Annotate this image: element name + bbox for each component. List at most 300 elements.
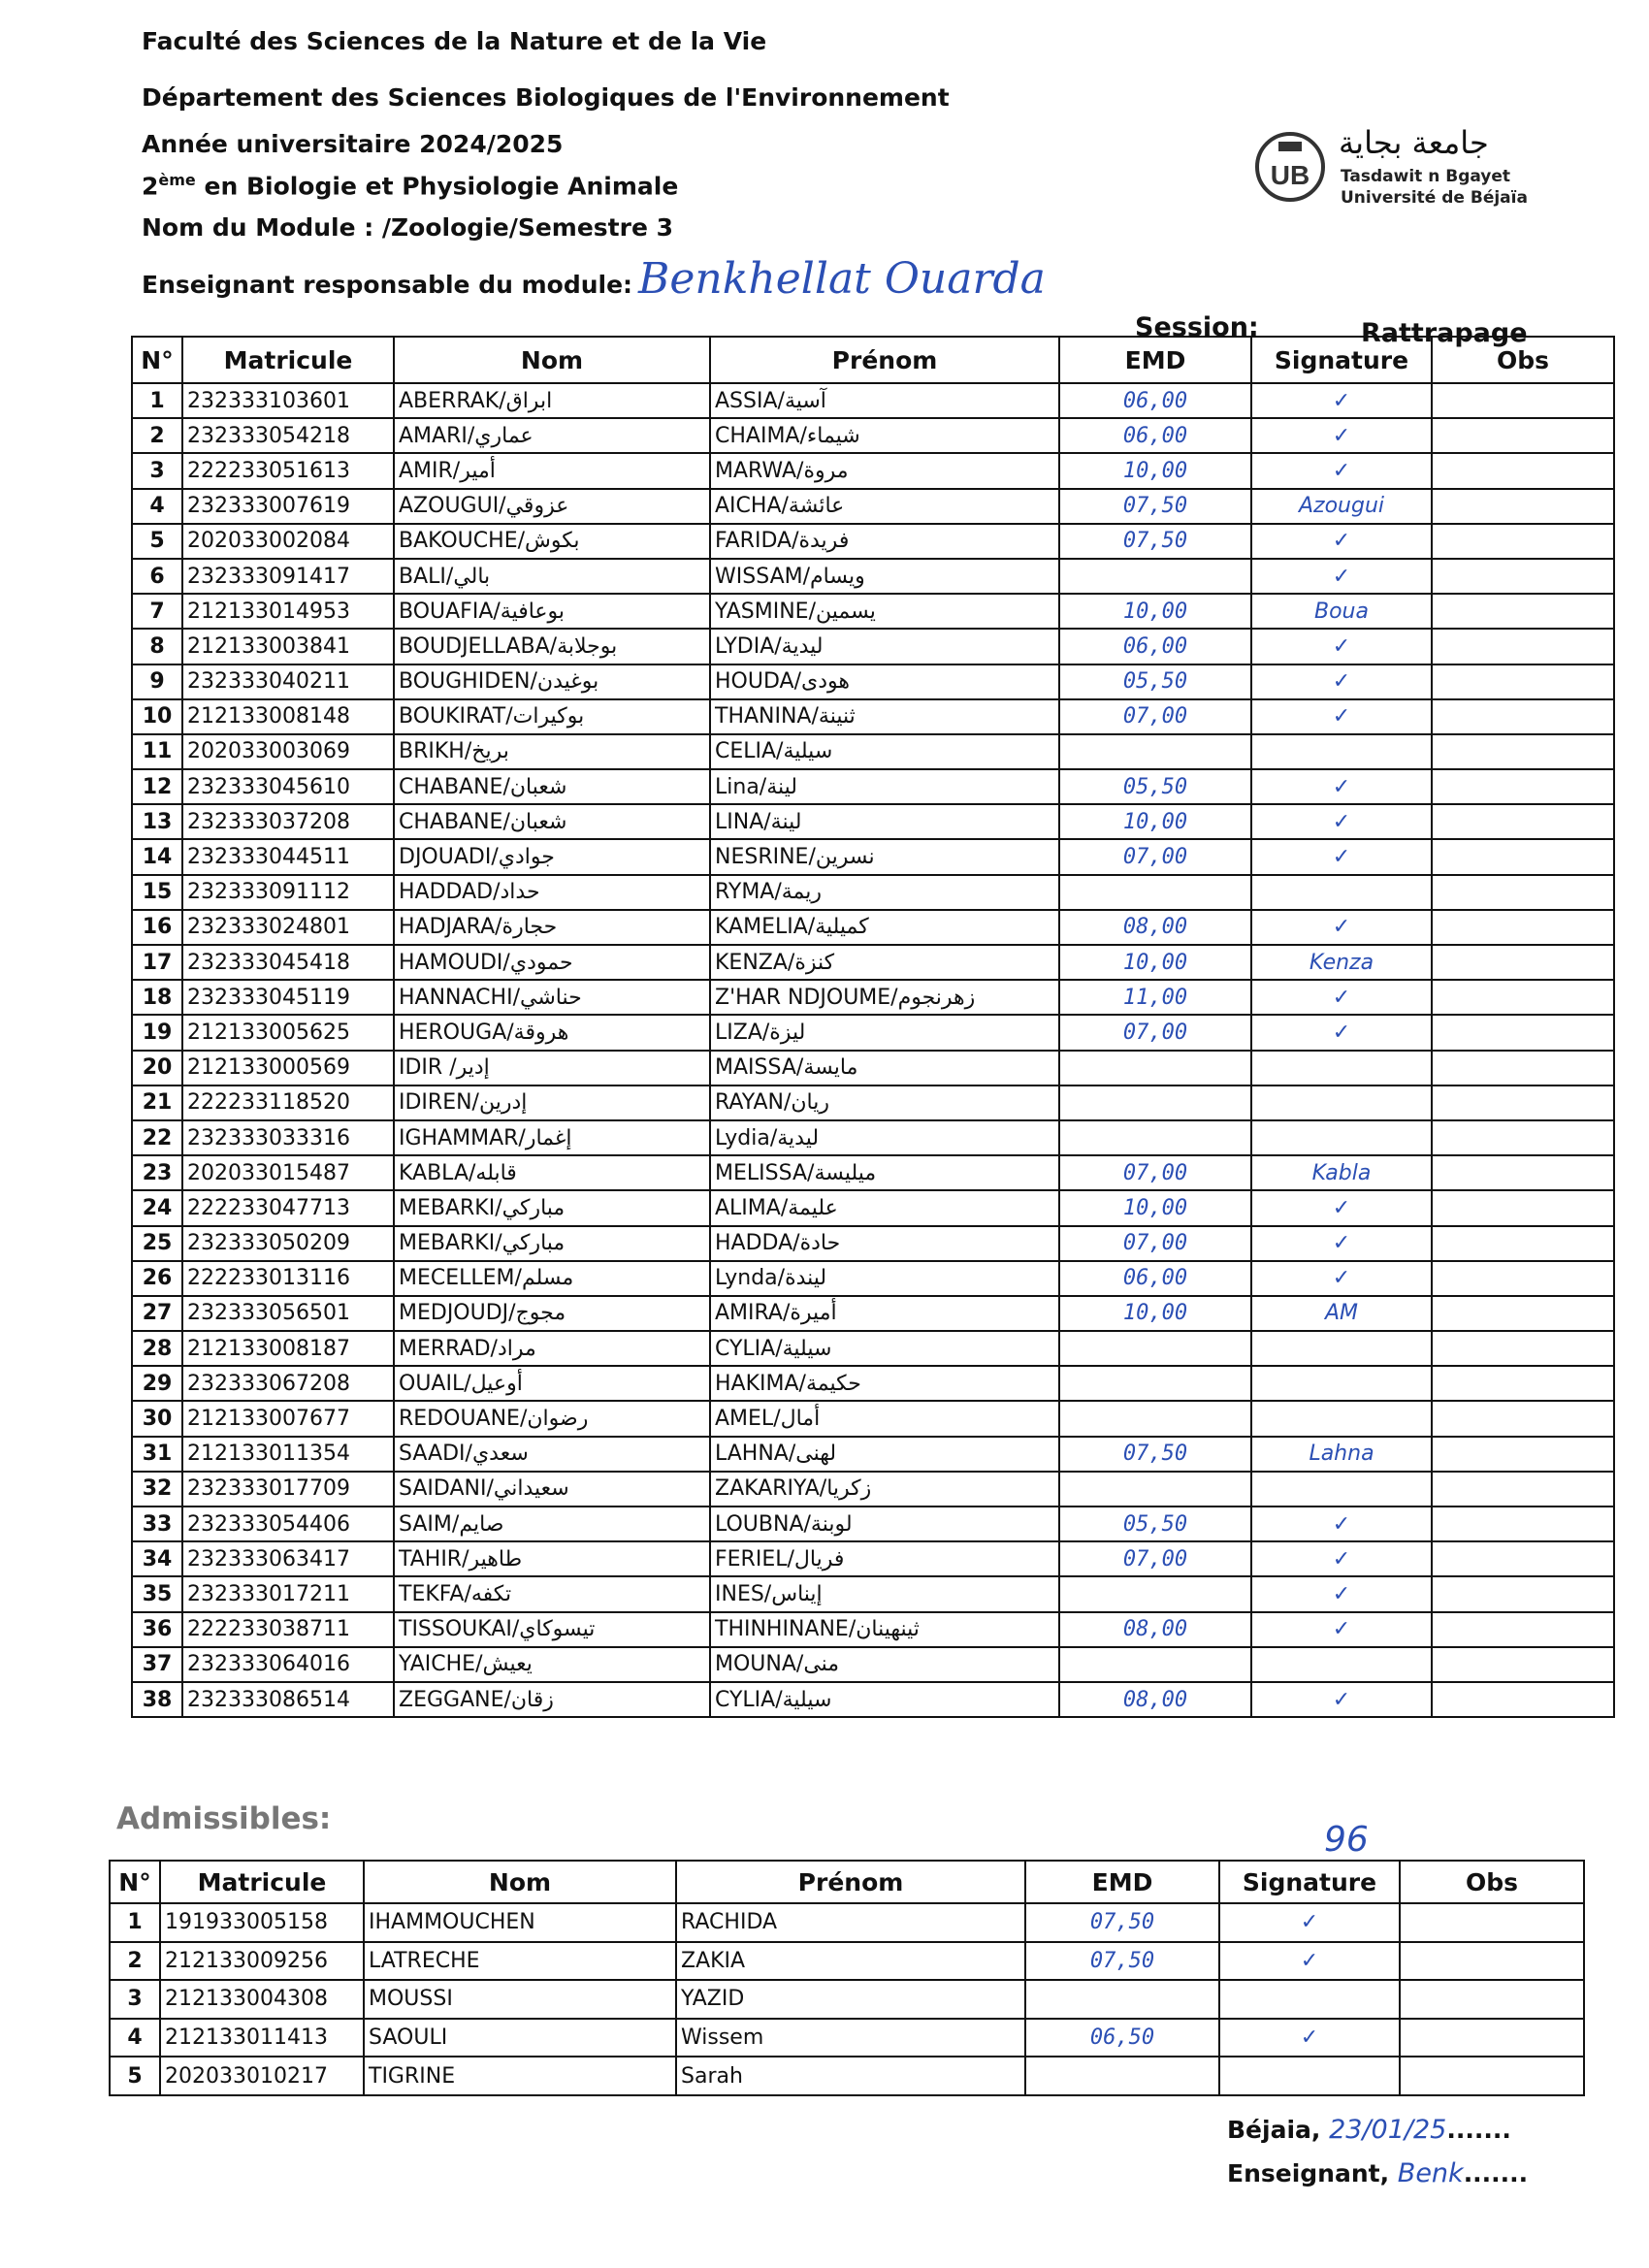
nom-cell: BRIKH/بريخ (394, 734, 710, 769)
row-number: 1 (110, 1903, 160, 1942)
emd-grade-cell: 06,50 (1025, 2019, 1219, 2057)
nom-cell: MECELLEM/مسلم (394, 1261, 710, 1296)
emd-grade-cell: 07,00 (1059, 699, 1251, 734)
signature-cell: ✓ (1251, 453, 1432, 488)
nom-cell: HANNACHI/حناشي (394, 980, 710, 1015)
nom-cell: TAHIR/طاهير (394, 1541, 710, 1576)
matricule-cell: 232333050209 (182, 1226, 394, 1261)
row-number: 4 (110, 2019, 160, 2057)
matricule-cell: 212133007677 (182, 1401, 394, 1436)
logo-arabic-name: جامعة بجاية (1339, 124, 1489, 161)
emd-grade-cell (1059, 734, 1251, 769)
nom-cell: HAMOUDI/حمودي (394, 945, 710, 980)
row-number: 29 (132, 1366, 182, 1401)
row-number: 32 (132, 1472, 182, 1507)
nom-cell: HEROUGA/هروقة (394, 1015, 710, 1050)
matricule-cell: 222233051613 (182, 453, 394, 488)
col-nom: Nom (364, 1861, 676, 1903)
signature-cell: ✓ (1251, 980, 1432, 1015)
admissibles-table-body (110, 1903, 1584, 2095)
matricule-cell: 232333040211 (182, 664, 394, 699)
signature-cell: ✓ (1251, 1261, 1432, 1296)
row-number: 19 (132, 1015, 182, 1050)
emd-grade-cell (1025, 1980, 1219, 2019)
emd-grade-cell (1059, 875, 1251, 910)
nom-cell: SAOULI (364, 2019, 676, 2057)
signature-cell: ✓ (1251, 664, 1432, 699)
teacher-name-handwritten: Benkhellat Ouarda (638, 254, 1046, 304)
emd-grade-cell (1059, 1051, 1251, 1085)
student-row (132, 1612, 1614, 1647)
obs-cell (1432, 1401, 1614, 1436)
emd-grade-cell: 06,00 (1059, 1261, 1251, 1296)
nom-cell: SAIDANI/سعيداني (394, 1472, 710, 1507)
prenom-cell: LINA/لينة (710, 804, 1059, 839)
signature-cell (1219, 1980, 1400, 2019)
obs-cell (1432, 1051, 1614, 1085)
emd-grade-cell: 06,00 (1059, 629, 1251, 664)
signature-cell: ✓ (1251, 699, 1432, 734)
student-row (132, 1472, 1614, 1507)
emd-grade-cell: 07,50 (1059, 524, 1251, 559)
emd-grade-cell: 10,00 (1059, 804, 1251, 839)
emd-grade-cell (1059, 1366, 1251, 1401)
matricule-cell: 232333037208 (182, 804, 394, 839)
nom-cell: AZOUGUI/عزوقي (394, 489, 710, 524)
obs-cell (1432, 1085, 1614, 1120)
footer-date-handwritten: 23/01/25 (1329, 2115, 1447, 2145)
student-row (132, 1366, 1614, 1401)
obs-cell (1432, 875, 1614, 910)
emd-grade-cell: 10,00 (1059, 945, 1251, 980)
emd-grade-cell: 06,00 (1059, 418, 1251, 453)
emd-grade-cell: 07,00 (1059, 839, 1251, 874)
matricule-cell: 212133003841 (182, 629, 394, 664)
obs-cell (1432, 1015, 1614, 1050)
signature-cell: ✓ (1219, 1903, 1400, 1942)
prenom-cell: HAKIMA/حكيمة (710, 1366, 1059, 1401)
signature-cell: ✓ (1251, 383, 1432, 418)
signature-cell: ✓ (1251, 629, 1432, 664)
emd-grade-cell (1025, 2057, 1219, 2095)
student-row (132, 1085, 1614, 1120)
row-number: 37 (132, 1647, 182, 1682)
signature-cell: Kabla (1251, 1155, 1432, 1190)
nom-cell: REDOUANE/رضوان (394, 1401, 710, 1436)
admissibles-title: Admissibles: (116, 1801, 332, 1836)
matricule-cell: 232333017709 (182, 1472, 394, 1507)
student-row (132, 1296, 1614, 1331)
obs-cell (1432, 1155, 1614, 1190)
obs-cell (1432, 980, 1614, 1015)
prenom-cell: ZAKIA (676, 1942, 1025, 1981)
student-row (132, 699, 1614, 734)
level-program: en Biologie et Physiologie Animale (195, 172, 679, 201)
emd-grade-cell: 06,00 (1059, 383, 1251, 418)
obs-cell (1400, 2057, 1584, 2095)
signature-cell: ✓ (1251, 1682, 1432, 1717)
prenom-cell: MOUNA/منى (710, 1647, 1059, 1682)
prenom-cell: HOUDA/هودى (710, 664, 1059, 699)
signature-cell: ✓ (1251, 1612, 1432, 1647)
matricule-cell: 222233047713 (182, 1190, 394, 1225)
row-number: 3 (110, 1980, 160, 2019)
matricule-cell: 222233038711 (182, 1612, 394, 1647)
col-prenom: Prénom (710, 337, 1059, 383)
obs-cell (1432, 1682, 1614, 1717)
student-row (132, 1401, 1614, 1436)
nom-cell: BOUGHIDEN/بوغيدن (394, 664, 710, 699)
col-matricule: Matricule (160, 1861, 364, 1903)
matricule-cell: 232333056501 (182, 1296, 394, 1331)
obs-cell (1432, 1472, 1614, 1507)
signature-cell (1251, 1120, 1432, 1155)
matricule-cell: 232333045610 (182, 769, 394, 804)
prenom-cell: CYLIA/سيلية (710, 1331, 1059, 1366)
matricule-cell: 232333064016 (182, 1647, 394, 1682)
row-number: 34 (132, 1541, 182, 1576)
admissible-row (110, 2019, 1584, 2057)
matricule-cell: 232333044511 (182, 839, 394, 874)
student-row (132, 910, 1614, 945)
nom-cell: AMARI/عماري (394, 418, 710, 453)
nom-cell: MOUSSI (364, 1980, 676, 2019)
matricule-cell: 212133008148 (182, 699, 394, 734)
row-number: 6 (132, 559, 182, 594)
emd-grade-cell: 05,50 (1059, 1507, 1251, 1541)
row-number: 3 (132, 453, 182, 488)
teacher-label: Enseignant responsable du module: (142, 271, 633, 299)
footer-teacher (1227, 2158, 1528, 2188)
matricule-cell: 212133000569 (182, 1051, 394, 1085)
students-table (131, 336, 1615, 1718)
row-number: 17 (132, 945, 182, 980)
nom-cell: TIGRINE (364, 2057, 676, 2095)
emd-grade-cell: 07,00 (1059, 1155, 1251, 1190)
row-number: 11 (132, 734, 182, 769)
row-number: 18 (132, 980, 182, 1015)
row-number: 31 (132, 1437, 182, 1472)
obs-cell (1432, 769, 1614, 804)
signature-cell: AM (1251, 1296, 1432, 1331)
matricule-cell: 191933005158 (160, 1903, 364, 1942)
prenom-cell: HADDA/حادة (710, 1226, 1059, 1261)
prenom-cell: Z'HAR NDJOUME/زهرنجوم (710, 980, 1059, 1015)
prenom-cell: Sarah (676, 2057, 1025, 2095)
matricule-cell: 232333091112 (182, 875, 394, 910)
col-obs: Obs (1400, 1861, 1584, 1903)
obs-cell (1432, 1541, 1614, 1576)
footer-dots: ....... (1463, 2159, 1529, 2187)
obs-cell (1400, 1903, 1584, 1942)
emd-grade-cell (1059, 1647, 1251, 1682)
nom-cell: YAICHE/يعيش (394, 1647, 710, 1682)
emd-grade-cell: 10,00 (1059, 453, 1251, 488)
nom-cell: IHAMMOUCHEN (364, 1903, 676, 1942)
prenom-cell: ASSIA/آسية (710, 383, 1059, 418)
nom-cell: MEDJOUDJ/مجوج (394, 1296, 710, 1331)
prenom-cell: THANINA/ثنينة (710, 699, 1059, 734)
nom-cell: IDIR /إدير (394, 1051, 710, 1085)
nom-cell: BOUKIRAT/بوكيرات (394, 699, 710, 734)
prenom-cell: LIZA/ليزة (710, 1015, 1059, 1050)
signature-cell (1251, 734, 1432, 769)
obs-cell (1400, 2019, 1584, 2057)
row-number: 15 (132, 875, 182, 910)
admissibles-handwritten-mark: 96 (1324, 1820, 1369, 1860)
row-number: 5 (132, 524, 182, 559)
emd-grade-cell: 07,50 (1025, 1903, 1219, 1942)
matricule-cell: 202033015487 (182, 1155, 394, 1190)
signature-cell (1251, 1647, 1432, 1682)
obs-cell (1432, 1366, 1614, 1401)
emd-grade-cell: 07,50 (1059, 1437, 1251, 1472)
row-number: 2 (132, 418, 182, 453)
signature-cell (1251, 1331, 1432, 1366)
student-row (132, 1647, 1614, 1682)
obs-cell (1432, 1226, 1614, 1261)
student-row (132, 1015, 1614, 1050)
nom-cell: HADDAD/حداد (394, 875, 710, 910)
nom-cell: IGHAMMAR/إغمار (394, 1120, 710, 1155)
footer-teacher-label: Enseignant, (1227, 2159, 1398, 2187)
prenom-cell: WISSAM/ويسام (710, 559, 1059, 594)
signature-cell (1219, 2057, 1400, 2095)
nom-cell: LATRECHE (364, 1942, 676, 1981)
nom-cell: IDIREN/إدرين (394, 1085, 710, 1120)
prenom-cell: ZAKARIYA/زكريا (710, 1472, 1059, 1507)
logo-kabyle-name: Tasdawit n Bgayet (1341, 167, 1511, 186)
emd-grade-cell: 08,00 (1059, 910, 1251, 945)
student-row (132, 524, 1614, 559)
prenom-cell: AMEL/أمال (710, 1401, 1059, 1436)
session-value: Rattrapage (1361, 318, 1528, 348)
obs-cell (1432, 1261, 1614, 1296)
university-emblem-icon (1251, 128, 1329, 206)
obs-cell (1432, 1612, 1614, 1647)
nom-cell: BALI/بالي (394, 559, 710, 594)
matricule-cell: 212133008187 (182, 1331, 394, 1366)
prenom-cell: KAMELIA/كميلية (710, 910, 1059, 945)
prenom-cell: ALIMA/عليمة (710, 1190, 1059, 1225)
row-number: 8 (132, 629, 182, 664)
prenom-cell: CHAIMA/شيماء (710, 418, 1059, 453)
prenom-cell: LYDIA/ليدية (710, 629, 1059, 664)
student-row (132, 383, 1614, 418)
students-table-body (132, 383, 1614, 1717)
nom-cell: TEKFA/تكفه (394, 1576, 710, 1611)
nom-cell: CHABANE/شعبان (394, 804, 710, 839)
obs-cell (1432, 1120, 1614, 1155)
obs-cell (1432, 1437, 1614, 1472)
prenom-cell: MAISSA/مايسة (710, 1051, 1059, 1085)
prenom-cell: MARWA/مروة (710, 453, 1059, 488)
prenom-cell: RAYAN/ريان (710, 1085, 1059, 1120)
row-number: 33 (132, 1507, 182, 1541)
signature-cell: Boua (1251, 594, 1432, 629)
nom-cell: MEBARKI/مباركي (394, 1190, 710, 1225)
emd-grade-cell (1059, 559, 1251, 594)
prenom-cell: FERIEL/فريال (710, 1541, 1059, 1576)
student-row (132, 1541, 1614, 1576)
nom-cell: DJOUADI/جوادي (394, 839, 710, 874)
prenom-cell: INES/إيناس (710, 1576, 1059, 1611)
matricule-cell: 232333091417 (182, 559, 394, 594)
signature-cell: ✓ (1251, 1507, 1432, 1541)
student-row (132, 664, 1614, 699)
row-number: 21 (132, 1085, 182, 1120)
student-row (132, 1226, 1614, 1261)
level-number: 2 (142, 172, 159, 201)
academic-year: Année universitaire 2024/2025 (142, 130, 564, 158)
signature-cell: ✓ (1251, 1541, 1432, 1576)
student-row (132, 1437, 1614, 1472)
matricule-cell: 212133009256 (160, 1942, 364, 1981)
signature-cell: ✓ (1251, 524, 1432, 559)
emd-grade-cell: 10,00 (1059, 1190, 1251, 1225)
signature-cell: ✓ (1251, 804, 1432, 839)
nom-cell: HADJARA/حجارة (394, 910, 710, 945)
row-number: 26 (132, 1261, 182, 1296)
row-number: 5 (110, 2057, 160, 2095)
row-number: 25 (132, 1226, 182, 1261)
university-logo (1251, 124, 1533, 211)
prenom-cell: AICHA/عائشة (710, 489, 1059, 524)
nom-cell: SAIM/صايم (394, 1507, 710, 1541)
student-row (132, 1261, 1614, 1296)
signature-cell: ✓ (1251, 839, 1432, 874)
col-matricule: Matricule (182, 337, 394, 383)
student-row (132, 1155, 1614, 1190)
signature-cell: ✓ (1219, 1942, 1400, 1981)
nom-cell: MERRAD/مراد (394, 1331, 710, 1366)
faculty-title: Faculté des Sciences de la Nature et de la Vie (142, 27, 767, 55)
nom-cell: SAADI/سعدي (394, 1437, 710, 1472)
signature-cell: ✓ (1251, 559, 1432, 594)
signature-cell: ✓ (1251, 1576, 1432, 1611)
emd-grade-cell (1059, 1085, 1251, 1120)
obs-cell (1432, 910, 1614, 945)
matricule-cell: 232333063417 (182, 1541, 394, 1576)
row-number: 38 (132, 1682, 182, 1717)
signature-cell (1251, 1051, 1432, 1085)
emd-grade-cell: 10,00 (1059, 594, 1251, 629)
obs-cell (1432, 839, 1614, 874)
row-number: 30 (132, 1401, 182, 1436)
matricule-cell: 232333086514 (182, 1682, 394, 1717)
col-signature: Signature (1219, 1861, 1400, 1903)
prenom-cell: Wissem (676, 2019, 1025, 2057)
nom-cell: BAKOUCHE/بكوش (394, 524, 710, 559)
student-row (132, 594, 1614, 629)
module-name: Nom du Module : /Zoologie/Semestre 3 (142, 213, 674, 242)
student-row (132, 980, 1614, 1015)
emd-grade-cell: 07,00 (1059, 1541, 1251, 1576)
emd-grade-cell (1059, 1472, 1251, 1507)
emd-grade-cell: 10,00 (1059, 1296, 1251, 1331)
row-number: 24 (132, 1190, 182, 1225)
row-number: 4 (132, 489, 182, 524)
row-number: 1 (132, 383, 182, 418)
emd-grade-cell: 07,00 (1059, 1226, 1251, 1261)
matricule-cell: 222233118520 (182, 1085, 394, 1120)
matricule-cell: 222233013116 (182, 1261, 394, 1296)
col-num: N° (110, 1861, 160, 1903)
prenom-cell: MELISSA/ميليسة (710, 1155, 1059, 1190)
svg-text:UB: UB (1270, 160, 1310, 190)
signature-cell: ✓ (1251, 1190, 1432, 1225)
emd-grade-cell: 05,50 (1059, 664, 1251, 699)
emd-grade-cell: 07,50 (1059, 489, 1251, 524)
nom-cell: OUAIL/أوعيل (394, 1366, 710, 1401)
prenom-cell: RACHIDA (676, 1903, 1025, 1942)
row-number: 23 (132, 1155, 182, 1190)
matricule-cell: 232333054406 (182, 1507, 394, 1541)
row-number: 36 (132, 1612, 182, 1647)
row-number: 10 (132, 699, 182, 734)
nom-cell: AMIR/أمير (394, 453, 710, 488)
emd-grade-cell: 07,50 (1025, 1942, 1219, 1981)
student-row (132, 559, 1614, 594)
admissible-row (110, 1980, 1584, 2019)
prenom-cell: NESRINE/نسرين (710, 839, 1059, 874)
student-row (132, 629, 1614, 664)
student-row (132, 418, 1614, 453)
admissibles-table (109, 1860, 1585, 2096)
signature-cell: ✓ (1251, 769, 1432, 804)
obs-cell (1432, 524, 1614, 559)
student-row (132, 1051, 1614, 1085)
student-row (132, 1682, 1614, 1717)
matricule-cell: 212133011413 (160, 2019, 364, 2057)
student-row (132, 1507, 1614, 1541)
teacher-line (142, 254, 1046, 304)
matricule-cell: 212133005625 (182, 1015, 394, 1050)
student-row (132, 1331, 1614, 1366)
col-emd: EMD (1025, 1861, 1219, 1903)
row-number: 12 (132, 769, 182, 804)
prenom-cell: LAHNA/لهنى (710, 1437, 1059, 1472)
prenom-cell: FARIDA/فريدة (710, 524, 1059, 559)
emd-grade-cell: 08,00 (1059, 1682, 1251, 1717)
obs-cell (1432, 1647, 1614, 1682)
matricule-cell: 212133011354 (182, 1437, 394, 1472)
matricule-cell: 232333045119 (182, 980, 394, 1015)
signature-cell (1251, 1366, 1432, 1401)
emd-grade-cell (1059, 1576, 1251, 1611)
matricule-cell: 232333045418 (182, 945, 394, 980)
col-prenom: Prénom (676, 1861, 1025, 1903)
prenom-cell: Lina/لينة (710, 769, 1059, 804)
student-row (132, 453, 1614, 488)
obs-cell (1432, 383, 1614, 418)
prenom-cell: RYMA/ريمة (710, 875, 1059, 910)
department-title: Département des Sciences Biologiques de l'Environnement (142, 83, 950, 112)
student-row (132, 489, 1614, 524)
footer-dots: ....... (1446, 2116, 1511, 2144)
col-obs: Obs (1432, 337, 1614, 383)
row-number: 2 (110, 1942, 160, 1981)
col-signature: Signature (1251, 337, 1432, 383)
obs-cell (1432, 629, 1614, 664)
student-row (132, 1576, 1614, 1611)
nom-cell: BOUDJELLABA/بوجلابة (394, 629, 710, 664)
signature-cell (1251, 1085, 1432, 1120)
obs-cell (1432, 418, 1614, 453)
prenom-cell: CYLIA/سيلية (710, 1682, 1059, 1717)
emd-grade-cell (1059, 1331, 1251, 1366)
matricule-cell: 232333024801 (182, 910, 394, 945)
